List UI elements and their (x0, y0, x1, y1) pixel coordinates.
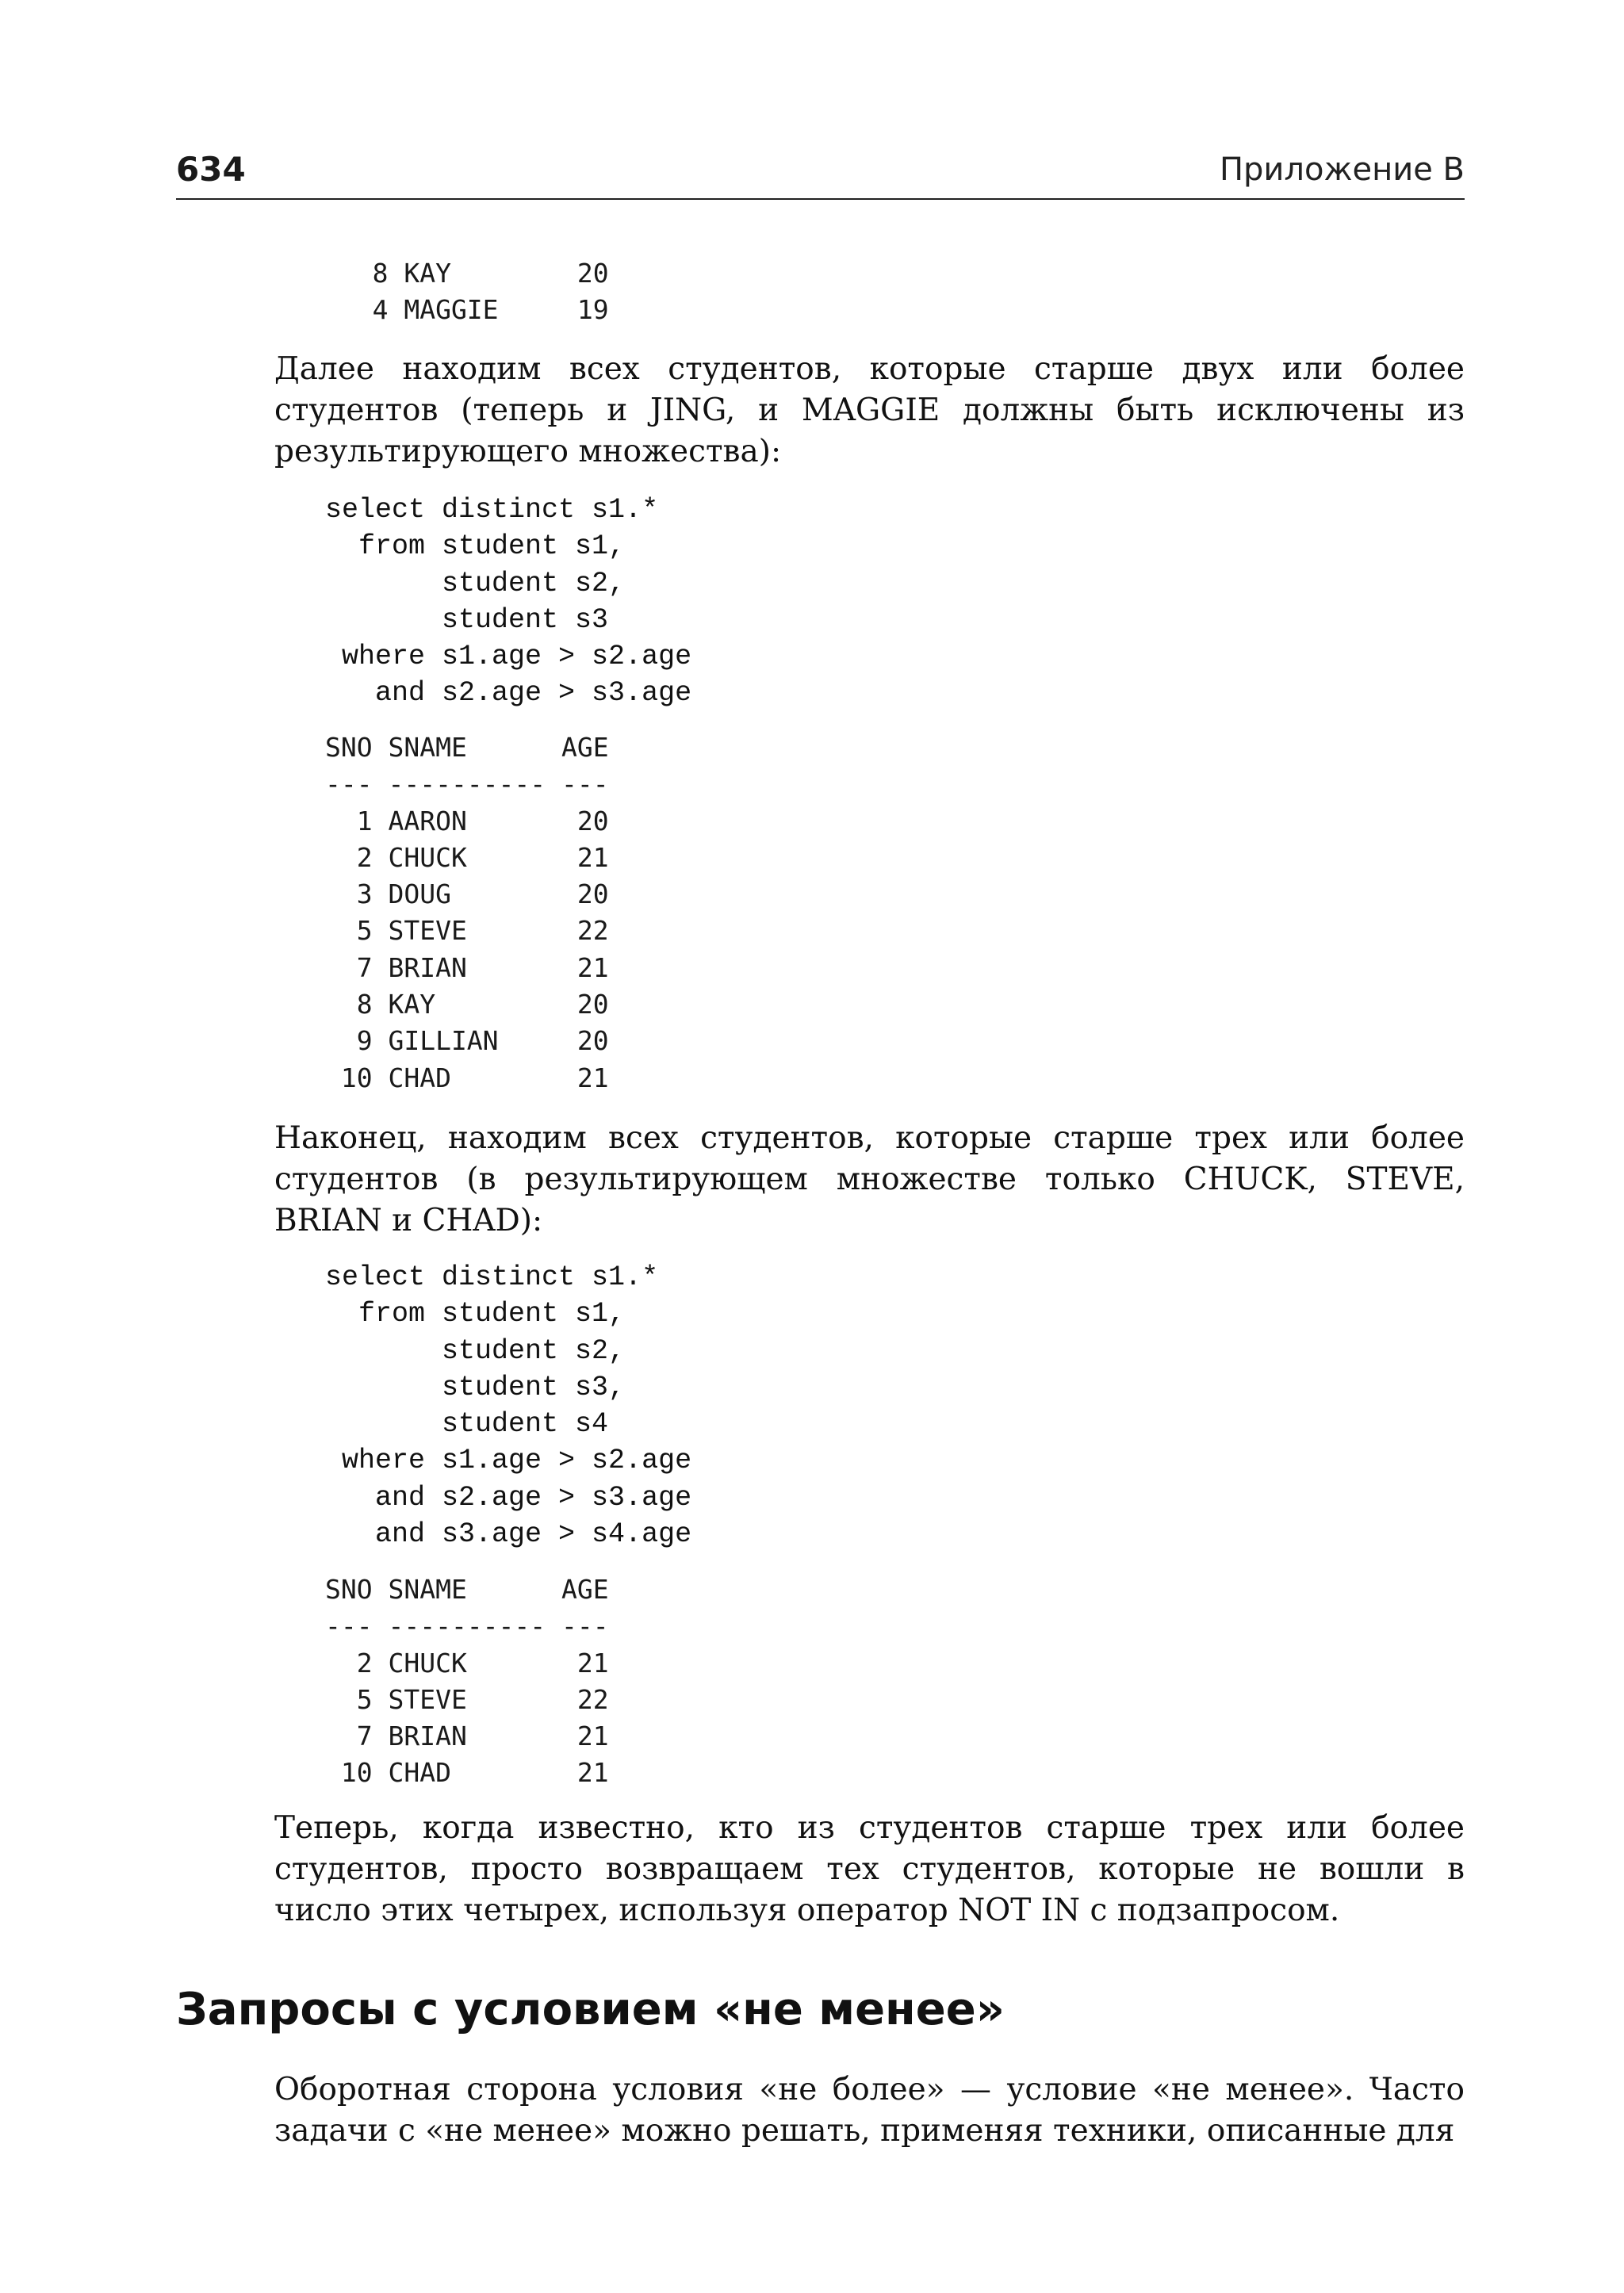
running-head: Приложение B (1219, 151, 1465, 188)
paragraph-older-than-two: Далее находим всех студентов, которые старше двух или более студентов (теперь и JING, и MAGGIE должны быть исключены из результирующего множества): (274, 351, 1465, 469)
result-table-2: SNO SNAME AGE --- ---------- --- 2 CHUCK 21 5 STEVE 22 7 BRIAN 21 10 CHAD 21 (325, 1574, 609, 1789)
sql-query-three-students: select distinct s1.* from student s1, student s2, student s3 where s1.age > s2.age and s2.age > s3.age (325, 494, 692, 710)
result-table-1: SNO SNAME AGE --- ---------- --- 1 AARON 20 2 CHUCK 21 3 DOUG 20 5 STEVE 22 7 BRIAN 21 8 KAY 20 9 GILLIAN 20 10 CHAD 21 (325, 732, 609, 1093)
header-rule (176, 198, 1465, 200)
paragraph-not-in-subquery: Теперь, когда известно, кто из студентов старше трех или более студентов, просто возвращаем тех студентов, которые не вошли в число этих четырех, используя оператор NOT IN с подзапросом. (274, 1810, 1465, 1928)
result-continuation: 8 KAY 20 4 MAGGIE 19 (372, 258, 609, 326)
paragraph-at-least: Оборотная сторона условия «не более» — условие «не менее». Часто задачи с «не менее» можно решать, применяя техники, описанные для (274, 2072, 1465, 2149)
page-number: 634 (176, 150, 246, 189)
sql-query-four-students: select distinct s1.* from student s1, student s2, student s3, student s4 where s1.age > s2.age and s2.age > s3.age and s3.age > s4.age (325, 1261, 692, 1551)
section-heading: Запросы с условием «не менее» (176, 1984, 1005, 2035)
paragraph-older-than-three: Наконец, находим всех студентов, которые старше трех или более студентов (в результирующем множестве только CHUCK, STEVE, BRIAN и CHAD): (274, 1120, 1465, 1238)
